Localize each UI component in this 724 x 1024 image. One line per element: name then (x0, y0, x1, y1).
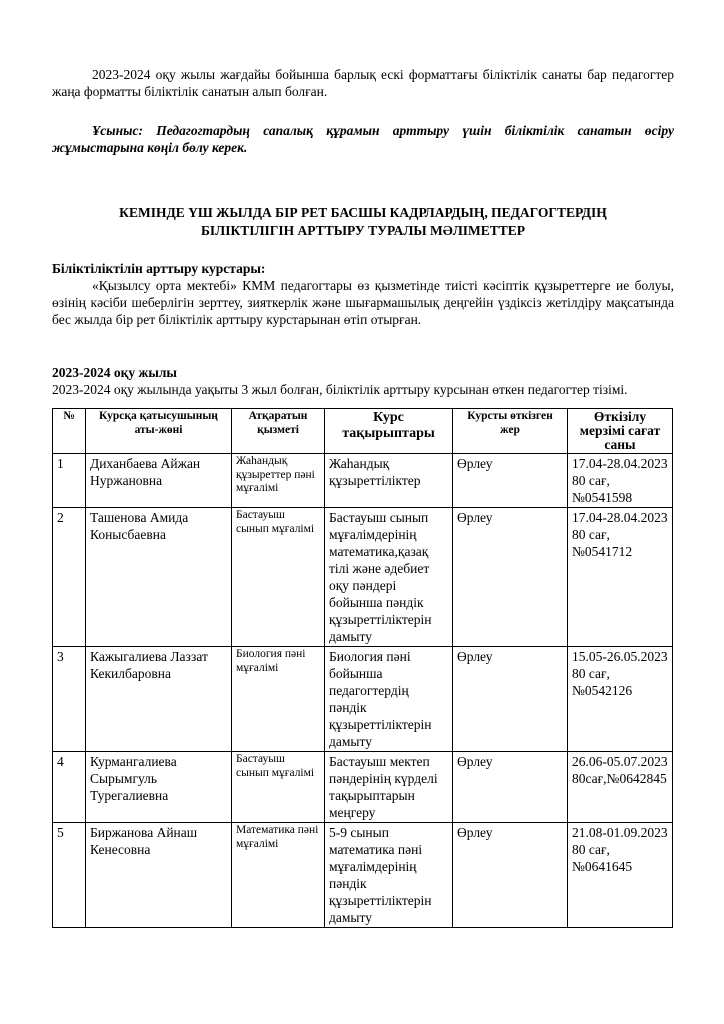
cell-num: 4 (53, 752, 86, 823)
cell-topic: Бастауыш сынып мұғалімдерінің математика,қазақ тілі және әдебиет оқу пәндері бойынша пәндік құзыреттіліктерін дамыту (325, 508, 453, 647)
cell-place: Өрлеу (453, 752, 568, 823)
cell-name: Ташенова Амида Конысбаевна (86, 508, 232, 647)
cell-num: 1 (53, 454, 86, 508)
document-page (52, 66, 674, 928)
cell-hours: 80 сағ,№0541598 (572, 473, 633, 505)
cell-place: Өрлеу (453, 823, 568, 928)
header-place: Курсты өткізген жер (453, 409, 568, 454)
cell-position: Бастауыш сынып мұғалімі (232, 508, 325, 647)
cell-date: 17.04-28.04.2023 (572, 510, 668, 525)
heading-line-1: КЕМІНДЕ ҮШ ЖЫЛДА БІР РЕТ БАСШЫ КАДРЛАРДЫҢ, ПЕДАГОГТЕРДІҢ (119, 205, 607, 220)
cell-period (568, 647, 673, 752)
header-topic: Курс тақырыптары (325, 409, 453, 454)
cell-name: Диханбаева Айжан Нуржановна (86, 454, 232, 508)
table-row (53, 508, 673, 647)
table-row (53, 647, 673, 752)
cell-date: 17.04-28.04.2023 (572, 456, 668, 471)
cell-name: Биржанова Айнаш Кенесовна (86, 823, 232, 928)
cell-hours: 80 сағ,№0641645 (572, 842, 633, 874)
cell-topic: Биология пәні бойынша педагогтердің пәндік құзыреттіліктерін дамыту (325, 647, 453, 752)
cell-date: 26.06-05.07.2023 (572, 754, 668, 769)
header-name: Курсқа қатысушының аты-жөні (86, 409, 232, 454)
cell-period (568, 823, 673, 928)
cell-place: Өрлеу (453, 454, 568, 508)
cell-num: 3 (53, 647, 86, 752)
heading-line-2: БІЛІКТІЛІГІН АРТТЫРУ ТУРАЛЫ МӘЛІМЕТТЕР (200, 223, 526, 238)
cell-topic: Жаһандық құзыреттіліктер (325, 454, 453, 508)
cell-period (568, 508, 673, 647)
cell-name: Кажыгалиева Лаззат Кекилбаровна (86, 647, 232, 752)
cell-date: 21.08-01.09.2023 (572, 825, 668, 840)
table-row (53, 454, 673, 508)
courses-title: Біліктіліктілін арттыру курстары: (52, 261, 266, 276)
courses-table (52, 408, 673, 928)
cell-topic: Бастауыш мектеп пәндерінің күрделі тақырыптарын меңгеру (325, 752, 453, 823)
header-period: Өткізілу мерзімі сағат саны (568, 409, 673, 454)
recommendation-paragraph: Ұсыныс: Педагогтардың сапалық құрамын арттыру үшін біліктілік санатын өсіру жұмыстарына көңіл бөлу керек. (52, 123, 674, 155)
header-num: № (53, 409, 86, 454)
cell-position: Математика пәні мұғалімі (232, 823, 325, 928)
cell-hours: 80сағ,№0642845 (572, 771, 667, 786)
header-position: Атқаратын қызметі (232, 409, 325, 454)
cell-hours: 80 сағ,№0541712 (572, 527, 633, 559)
cell-period (568, 454, 673, 508)
cell-place: Өрлеу (453, 647, 568, 752)
cell-name: Курмангалиева Сырымгуль Турегалиевна (86, 752, 232, 823)
cell-position: Биология пәні мұғалімі (232, 647, 325, 752)
year-title: 2023-2024 оқу жылы (52, 365, 177, 380)
section-heading (52, 204, 674, 240)
cell-position: Бастауыш сынып мұғалімі (232, 752, 325, 823)
courses-paragraph: «Қызылсу орта мектебі» КММ педагогтары өз қызметінде тиісті кәсіптік құзыреттерге ие болуы, өзінің кәсіби шеберлігін зерттеу, зияткерлік және шығармашылық деңгейін үздіксіз жетілдіру мақсатында бес жылда бір рет біліктілік арттыру курстарынан өтіп отырған. (52, 278, 674, 327)
table-row (53, 823, 673, 928)
intro-paragraph: 2023-2024 оқу жылы жағдайы бойынша барлық ескі форматтағы біліктілік санаты бар педагогтер жаңа форматты біліктілік санатын алып болған. (52, 67, 674, 99)
cell-position: Жаһандық құзыреттер пәні мұғалімі (232, 454, 325, 508)
cell-topic: 5-9 сынып математика пәні мұғалімдерінің пәндік құзыреттіліктерін дамыту (325, 823, 453, 928)
cell-date: 15.05-26.05.2023 (572, 649, 668, 664)
cell-num: 2 (53, 508, 86, 647)
cell-hours: 80 сағ,№0542126 (572, 666, 633, 698)
cell-num: 5 (53, 823, 86, 928)
cell-place: Өрлеу (453, 508, 568, 647)
table-header-row (53, 409, 673, 454)
year-paragraph: 2023-2024 оқу жылында уақыты 3 жыл болған, біліктілік арттыру курсынан өткен педагогтер тізімі. (52, 382, 628, 397)
cell-period (568, 752, 673, 823)
table-row (53, 752, 673, 823)
